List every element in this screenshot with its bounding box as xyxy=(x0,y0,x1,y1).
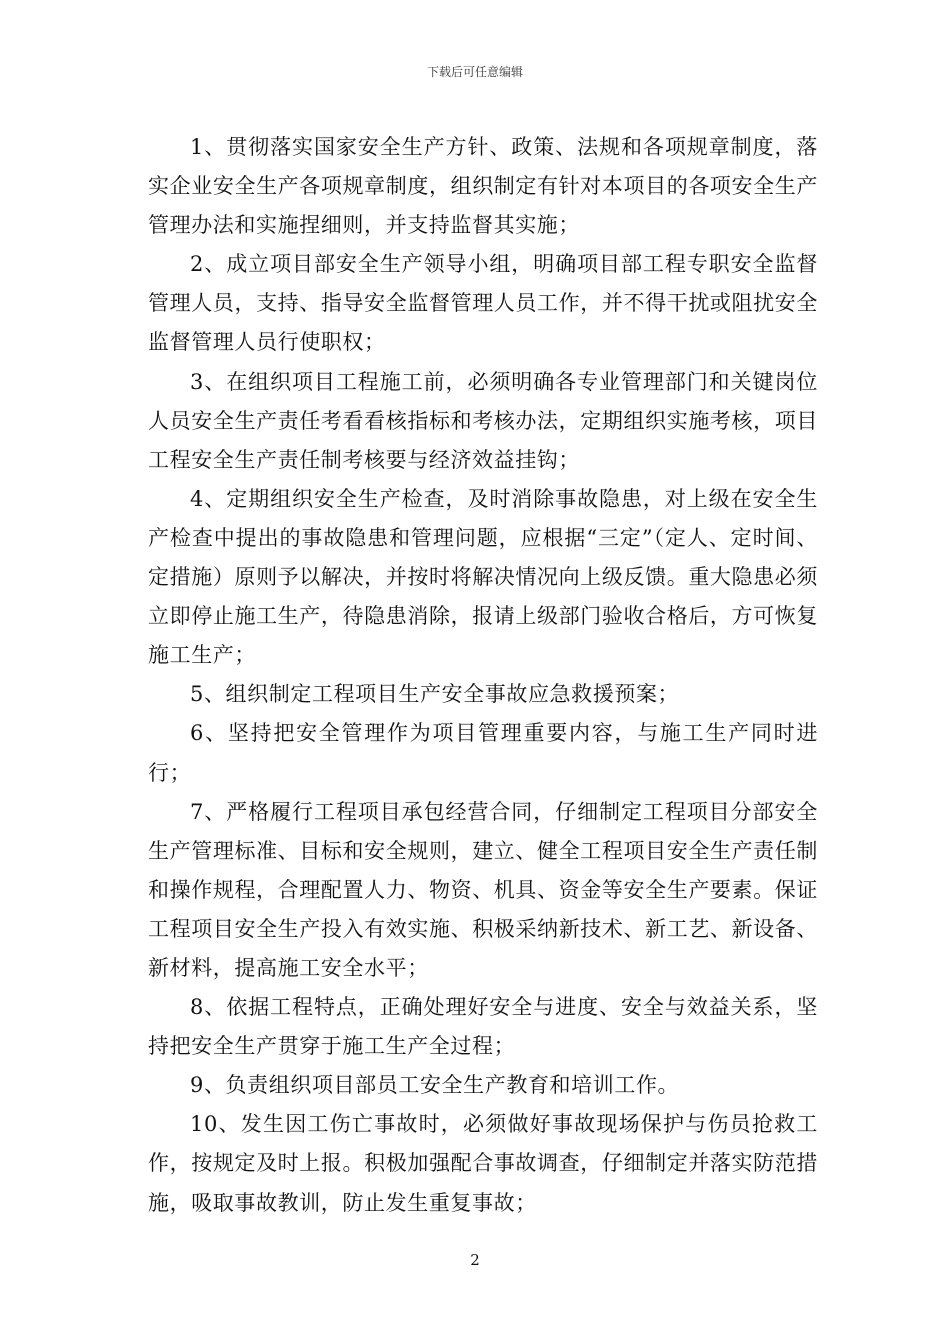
document-body xyxy=(148,128,818,1223)
page-number: 2 xyxy=(470,1251,480,1269)
paragraph-7: 7、严格履行工程项目承包经营合同，仔细制定工程项目分部安全生产管理标准、目标和安全规则，建立、健全工程项目安全生产责任制和操作规程，合理配置人力、物资、机具、资金等安全生产要素。保证工程项目安全生产投入有效实施、积极采纳新技术、新工艺、新设备、新材料，提高施工安全水平； xyxy=(148,799,818,980)
paragraph-9: 9、负责组织项目部员工安全生产教育和培训工作。 xyxy=(190,1073,680,1098)
page-header-note: 下载后可任意编辑 xyxy=(426,65,523,79)
paragraph-10: 10、发生因工伤亡事故时，必须做好事故现场保护与伤员抢救工作，按规定及时上报。积极加强配合事故调查，仔细制定并落实防范措施，吸取事故教训，防止发生重复事故； xyxy=(148,1112,818,1215)
paragraph-8: 8、依据工程特点，正确处理好安全与进度、安全与效益关系，坚持把安全生产贯穿于施工生产全过程； xyxy=(148,995,818,1059)
paragraph-5: 5、组织制定工程项目生产安全事故应急救援预案； xyxy=(190,682,680,707)
paragraph-1: 1、贯彻落实国家安全生产方针、政策、法规和各项规章制度，落实企业安全生产各项规章制度，组织制定有针对本项目的各项安全生产管理办法和实施捏细则，并支持监督其实施； xyxy=(148,135,818,238)
paragraph-3: 3、在组织项目工程施工前，必须明确各专业管理部门和关键岗位人员安全生产责任考看看核指标和考核办法，定期组织实施考核，项目工程安全生产责任制考核要与经济效益挂钩； xyxy=(148,369,818,472)
paragraph-4: 4、定期组织安全生产检查，及时消除事故隐患，对上级在安全生产检查中提出的事故隐患和管理问题，应根据“三定”（定人、定时间、定措施）原则予以解决，并按时将解决情况向上级反馈。重大隐患必须立即停止施工生产，待隐患消除，报请上级部门验收合格后，方可恢复施工生产； xyxy=(148,486,818,668)
paragraph-2: 2、成立项目部安全生产领导小组，明确项目部工程专职安全监督管理人员，支持、指导安全监督管理人员工作，并不得干扰或阻扰安全监督管理人员行使职权； xyxy=(148,252,818,355)
paragraph-6: 6、坚持把安全管理作为项目管理重要内容，与施工生产同时进行； xyxy=(148,721,818,785)
